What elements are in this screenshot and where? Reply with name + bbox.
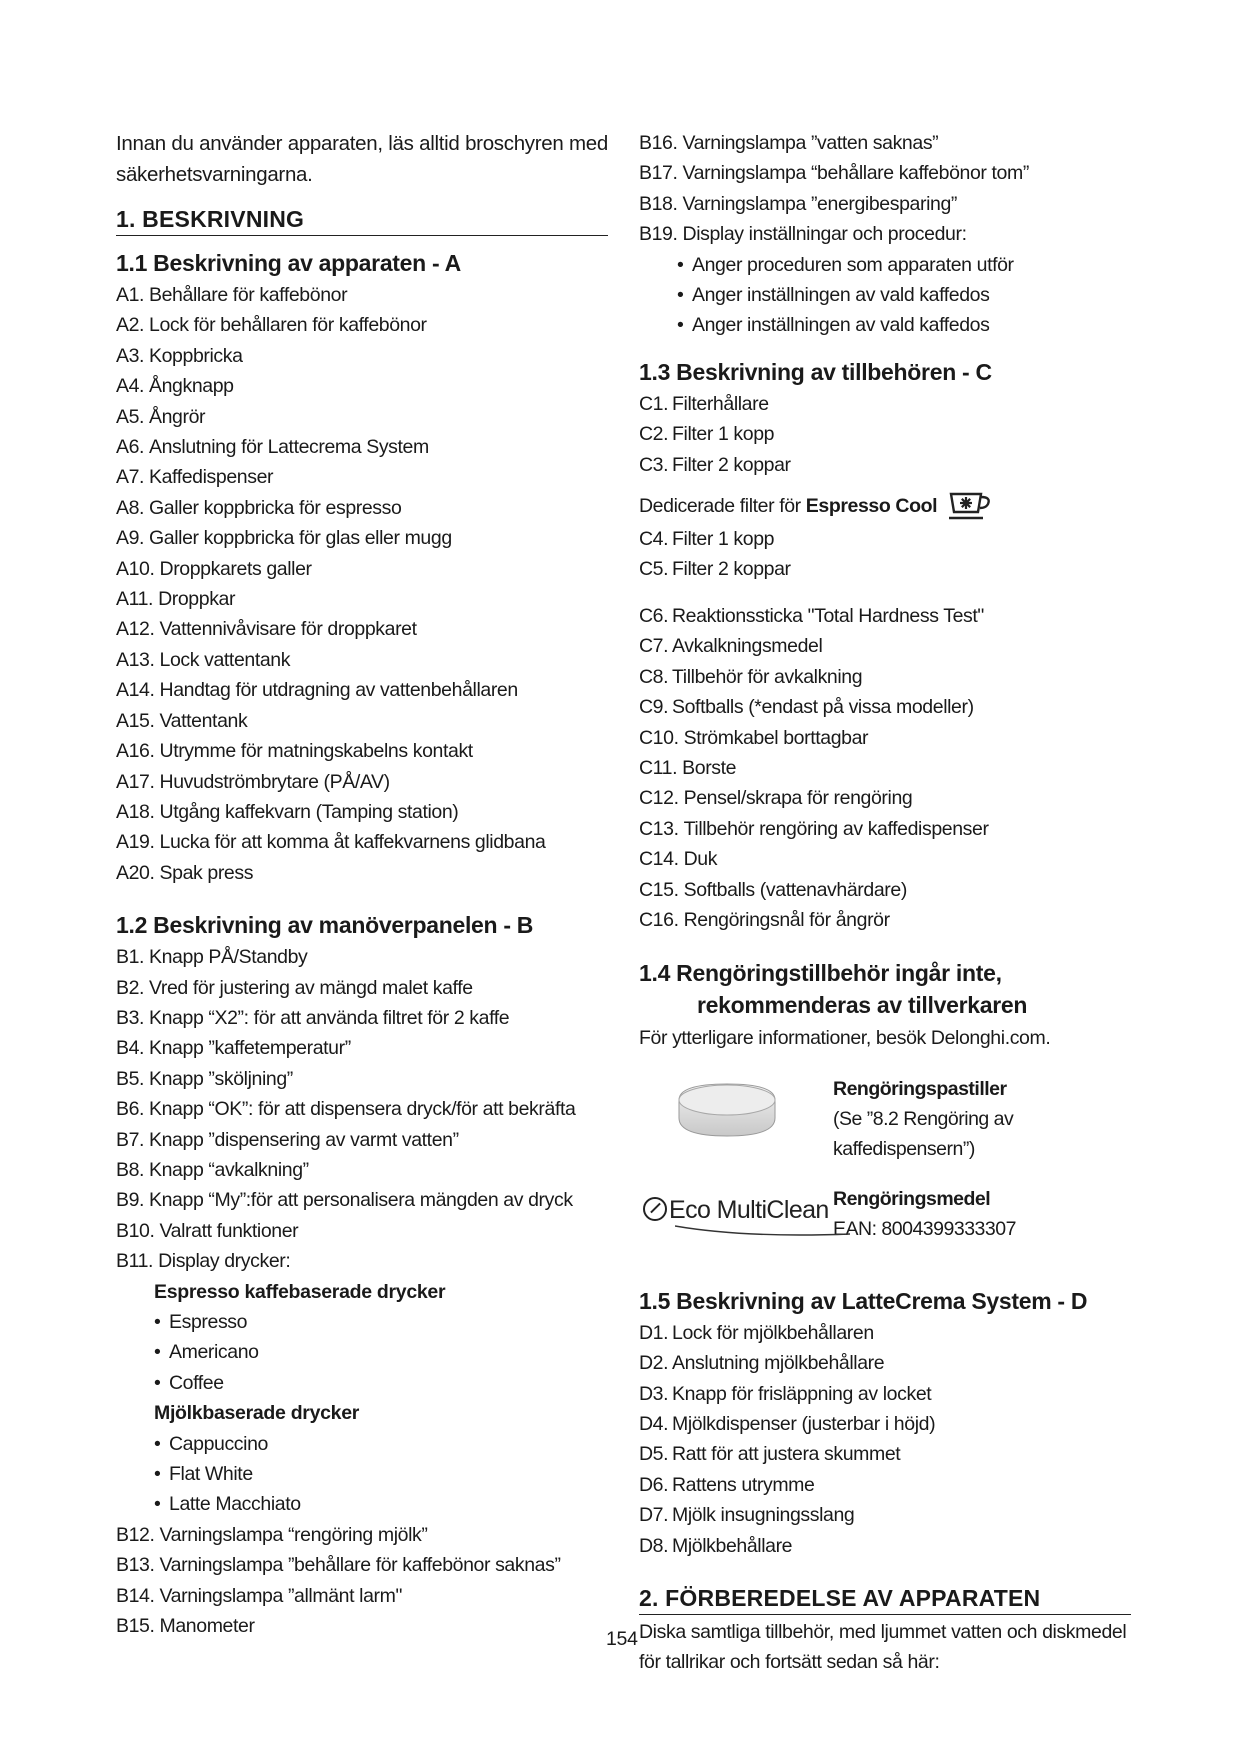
item-text: Varningslampa “behållare kaffebönor tom”: [682, 162, 1029, 185]
item-code: A12.: [116, 618, 155, 641]
list-item: [639, 601, 1131, 631]
item-code: A2.: [116, 314, 145, 337]
list-b-continued-right: [639, 128, 1131, 250]
list-item: [116, 1064, 608, 1094]
item-code: C2.: [639, 423, 669, 446]
list-item: [116, 614, 608, 644]
list-item: [116, 1216, 608, 1246]
list-item: [116, 584, 608, 614]
item-code: C9.: [639, 696, 669, 719]
list-item: [116, 973, 608, 1003]
list-c-continued: [639, 601, 1131, 935]
list-item: [116, 1185, 608, 1215]
item-code: B16.: [639, 132, 678, 154]
espresso-cool-prefix: Dedicerade filter för: [639, 495, 801, 518]
item-code: A18.: [116, 800, 155, 823]
item-code: A8.: [116, 496, 145, 519]
list-item: [639, 723, 1131, 753]
item-text: Knapp “X2”: för att använda filtret för 2 kaffe: [149, 1006, 510, 1029]
item-text: Filterhållare: [672, 392, 769, 415]
section-1-4-title: [639, 957, 1131, 1021]
bullet-text: Anger inställningen av vald kaffedos: [692, 314, 990, 337]
item-text: Pensel/skrapa för rengöring: [683, 787, 913, 810]
list-item: [116, 554, 608, 584]
cleaning-tablet-image: [639, 1074, 823, 1148]
detergent-ean: EAN: 8004399333307: [833, 1217, 1016, 1240]
item-code: A17.: [116, 770, 155, 793]
item-code: B12.: [116, 1523, 155, 1546]
list-item: [116, 523, 608, 553]
list-item: [639, 450, 1131, 480]
item-code: B11.: [116, 1250, 154, 1273]
item-text: Utrymme för matningskabelns kontakt: [159, 740, 473, 763]
item-text: Varningslampa ”allmänt larm": [159, 1584, 402, 1607]
item-code: B14.: [116, 1584, 155, 1607]
item-text: Knapp PÅ/Standby: [149, 946, 308, 969]
item-text: Behållare för kaffebönor: [149, 284, 348, 306]
list-item: [116, 1094, 608, 1124]
detergent-name: Rengöringsmedel: [833, 1187, 991, 1210]
item-text: Anslutning mjölkbehållare: [672, 1352, 885, 1375]
list-item: [639, 1348, 1131, 1378]
list-item: [639, 905, 1131, 935]
item-text: Manometer: [159, 1615, 255, 1638]
info-text: För ytterligare informationer, besök Delonghi.com.: [639, 1027, 1051, 1050]
milk-drinks-list: [116, 1429, 608, 1520]
list-item: [639, 1439, 1131, 1469]
page-number: 154: [606, 1628, 638, 1650]
item-text: Vattennivåvisare för droppkaret: [159, 618, 417, 641]
item-code: C5.: [639, 558, 669, 581]
item-text: Lucka för att komma åt kaffekvarnens glidbana: [159, 831, 546, 854]
item-text: Filter 1 kopp: [672, 528, 775, 551]
section-1-5-title: 1.5 Beskrivning av LatteCrema System - D: [639, 1287, 1088, 1314]
item-code: D8.: [639, 1534, 669, 1557]
item-text: Koppbricka: [149, 344, 243, 367]
item-code: C1.: [639, 392, 669, 415]
list-item: [116, 645, 608, 675]
item-code: B15.: [116, 1615, 155, 1638]
item-code: B9.: [116, 1189, 145, 1212]
list-item: [116, 341, 608, 371]
item-code: C3.: [639, 453, 669, 476]
list-item: [116, 310, 608, 340]
item-text: Varningslampa ”energibesparing”: [682, 192, 957, 215]
list-item: [116, 1520, 608, 1550]
item-code: A10.: [116, 557, 155, 580]
item-code: B6.: [116, 1098, 145, 1121]
list-item: [116, 942, 608, 972]
list-item: [639, 554, 1131, 584]
right-column: [639, 128, 1131, 1678]
item-code: C14.: [639, 848, 679, 871]
bullet-item: [677, 280, 1131, 310]
item-text: Anslutning för Lattecrema System: [149, 436, 429, 459]
espresso-drinks-list: [116, 1307, 608, 1398]
b19-list: [639, 250, 1131, 341]
bullet-item: [154, 1429, 608, 1459]
bullet-text: Anger inställningen av vald kaffedos: [692, 284, 990, 307]
item-text: Filter 2 koppar: [672, 453, 791, 476]
section-1-4-title-line1: 1.4 Rengöringstillbehör ingår inte,: [639, 960, 1002, 987]
list-item: [116, 402, 608, 432]
section-1-title: 1. BESKRIVNING: [116, 206, 608, 236]
item-code: B3.: [116, 1006, 145, 1029]
item-code: C11.: [639, 756, 678, 779]
section-2-title: 2. FÖRBEREDELSE AV APPARATEN: [639, 1585, 1131, 1615]
item-text: Knapp ”kaffetemperatur”: [149, 1037, 351, 1060]
item-code: C13.: [639, 817, 679, 840]
item-text: Rengöringsnål för ångrör: [683, 908, 890, 931]
item-code: A7.: [116, 466, 145, 489]
eco-multiclean-logo: [639, 1184, 829, 1242]
item-code: D3.: [639, 1382, 669, 1405]
list-item: [116, 797, 608, 827]
list-item: [639, 158, 1131, 188]
list-item: [639, 389, 1131, 419]
list-c-cool: [639, 524, 1131, 585]
list-item: [116, 1125, 608, 1155]
bullet-item: [154, 1337, 608, 1367]
list-item: [639, 662, 1131, 692]
left-column: [116, 128, 608, 1641]
bullet-text: Anger proceduren som apparaten utför: [692, 253, 1014, 276]
item-text: Vattentank: [159, 709, 248, 732]
list-item: [639, 1318, 1131, 1348]
item-code: A20.: [116, 861, 155, 884]
item-code: D7.: [639, 1504, 669, 1527]
section-1-1-title: 1.1 Beskrivning av apparaten - A: [116, 250, 461, 276]
list-item: [116, 371, 608, 401]
item-code: B4.: [116, 1037, 145, 1060]
item-text: Valratt funktioner: [159, 1219, 299, 1242]
espresso-cool-line: [639, 488, 1131, 524]
list-item: [639, 1500, 1131, 1530]
item-code: A5.: [116, 405, 145, 428]
item-text: Filter 1 kopp: [672, 423, 775, 446]
list-item: [116, 1033, 608, 1063]
item-text: Mjölk insugningsslang: [672, 1504, 855, 1527]
list-item: [116, 1611, 608, 1641]
item-code: A15.: [116, 709, 155, 732]
item-code: B18.: [639, 192, 678, 215]
list-item: [639, 189, 1131, 219]
list-item: [116, 1550, 608, 1580]
item-text: Galler koppbricka för glas eller mugg: [149, 527, 452, 550]
cleaning-detergent: [639, 1184, 1131, 1244]
item-text: Droppkarets galler: [159, 557, 312, 580]
list-item: [639, 1531, 1131, 1561]
item-text: Borste: [682, 756, 737, 779]
item-code: D1.: [639, 1321, 669, 1344]
eco-logo-text: Eco MultiClean: [669, 1195, 829, 1224]
list-item: [639, 524, 1131, 554]
list-item: [116, 736, 608, 766]
item-code: D5.: [639, 1443, 669, 1466]
item-text: Varningslampa ”behållare för kaffebönor saknas”: [159, 1554, 561, 1577]
list-item: [639, 814, 1131, 844]
item-text: Lock för behållaren för kaffebönor: [149, 314, 427, 337]
item-text: Rattens utrymme: [672, 1473, 815, 1496]
item-code: C6.: [639, 604, 669, 627]
item-text: Varningslampa ”vatten saknas”: [682, 132, 939, 154]
milk-drinks-heading: Mjölkbaserade drycker: [154, 1402, 360, 1425]
item-text: Kaffedispenser: [149, 466, 274, 489]
bullet-item: [154, 1459, 608, 1489]
bullet-item: [677, 310, 1131, 340]
list-item: [116, 1155, 608, 1185]
item-code: A6.: [116, 436, 145, 459]
bullet-item: [154, 1307, 608, 1337]
item-code: C12.: [639, 787, 679, 810]
item-code: A1.: [116, 284, 145, 306]
list-item: [116, 706, 608, 736]
item-text: Ångknapp: [149, 375, 234, 398]
bullet-item: [154, 1489, 608, 1519]
section-1-2-title: 1.2 Beskrivning av manöverpanelen - B: [116, 912, 534, 939]
item-code: D6.: [639, 1473, 669, 1496]
item-code: A14.: [116, 679, 155, 702]
list-c: [639, 389, 1131, 480]
list-d: [639, 1318, 1131, 1561]
item-text: Knapp “avkalkning”: [149, 1158, 309, 1181]
item-text: Lock för mjölkbehållaren: [672, 1321, 874, 1344]
list-item: [116, 493, 608, 523]
item-code: C15.: [639, 878, 679, 901]
list-item: [116, 858, 608, 888]
list-item: [639, 631, 1131, 661]
section-2-text: Diska samtliga tillbehör, med ljummet vatten och diskmedel för tallrikar och fortsätt sedan så här:: [639, 1621, 1127, 1674]
tablets-name: Rengöringspastiller: [833, 1077, 1007, 1100]
item-text: Display inställningar och procedur:: [682, 223, 967, 246]
eco-swoosh-icon: [675, 1224, 850, 1238]
item-text: Mjölkdispenser (justerbar i höjd): [672, 1412, 936, 1435]
espresso-drinks-heading: Espresso kaffebaserade drycker: [154, 1280, 446, 1303]
list-item: [116, 1003, 608, 1033]
item-code: B5.: [116, 1067, 145, 1090]
item-text: Knapp ”sköljning”: [149, 1067, 293, 1090]
item-text: Avkalkningsmedel: [672, 635, 823, 658]
item-text: Lock vattentank: [159, 648, 291, 671]
item-text: Knapp “OK”: för att dispensera dryck/för att bekräfta: [149, 1098, 576, 1121]
intro-text: Innan du använder apparaten, läs alltid broschyren med säkerhetsvarningarna.: [116, 132, 608, 186]
item-text: Utgång kaffekvarn (Tamping station): [159, 800, 459, 823]
list-item: [639, 419, 1131, 449]
item-text: Strömkabel borttagbar: [683, 726, 869, 749]
cleaning-tablets: [639, 1074, 1131, 1164]
list-b: [116, 942, 608, 1276]
item-text: Vred för justering av mängd malet kaffe: [149, 976, 473, 999]
list-a: [116, 280, 608, 888]
bullet-text: Coffee: [169, 1371, 224, 1394]
list-item: [639, 753, 1131, 783]
espresso-cool-icon: [947, 488, 993, 524]
list-item: [116, 675, 608, 705]
item-text: Tillbehör rengöring av kaffedispenser: [683, 817, 989, 840]
item-code: C7.: [639, 635, 669, 658]
list-item: [639, 692, 1131, 722]
list-item: [639, 1379, 1131, 1409]
item-text: Ratt för att justera skummet: [672, 1443, 901, 1466]
item-code: B7.: [116, 1128, 145, 1151]
list-item: [639, 844, 1131, 874]
item-code: B8.: [116, 1158, 145, 1181]
bullet-text: Espresso: [169, 1311, 248, 1333]
list-item: [116, 767, 608, 797]
item-text: Softballs (vattenavhärdare): [683, 878, 907, 901]
item-code: B13.: [116, 1554, 155, 1577]
item-code: A19.: [116, 831, 155, 854]
item-text: Softballs (*endast på vissa modeller): [672, 696, 974, 719]
item-code: B17.: [639, 162, 678, 185]
section-1-4-title-line2: rekommenderas av tillverkaren: [697, 992, 1028, 1019]
bullet-item: [154, 1368, 608, 1398]
item-text: Huvudströmbrytare (PÅ/AV): [159, 770, 390, 793]
item-code: D4.: [639, 1412, 669, 1435]
section-1-3-title: 1.3 Beskrivning av tillbehören - C: [639, 358, 992, 385]
item-text: Handtag för utdragning av vattenbehållaren: [159, 679, 518, 702]
item-text: Filter 2 koppar: [672, 558, 791, 581]
item-text: Knapp för frisläppning av locket: [672, 1382, 932, 1405]
item-text: Knapp ”dispensering av varmt vatten”: [149, 1128, 459, 1151]
item-code: A9.: [116, 527, 145, 550]
item-code: D2.: [639, 1352, 669, 1375]
item-code: C10.: [639, 726, 679, 749]
list-item: [639, 875, 1131, 905]
item-text: Display drycker:: [158, 1250, 291, 1273]
item-code: A13.: [116, 648, 155, 671]
list-item: [116, 827, 608, 857]
list-item: [639, 783, 1131, 813]
list-b-continued: [116, 1520, 608, 1642]
item-code: A3.: [116, 344, 145, 367]
item-code: B1.: [116, 946, 145, 969]
bullet-text: Americano: [169, 1341, 259, 1364]
item-text: Droppkar: [158, 588, 236, 611]
list-item: [116, 1581, 608, 1611]
list-item: [639, 219, 1131, 249]
item-code: C16.: [639, 908, 679, 931]
list-item: [116, 1246, 608, 1276]
list-item: [116, 280, 608, 310]
item-text: Knapp “My”:för att personalisera mängden av dryck: [149, 1189, 573, 1212]
item-text: Galler koppbricka för espresso: [149, 496, 402, 519]
item-text: Mjölkbehållare: [672, 1534, 793, 1557]
item-code: B10.: [116, 1219, 155, 1242]
item-text: Varningslampa “rengöring mjölk”: [159, 1523, 428, 1546]
list-item: [116, 432, 608, 462]
list-item: [116, 462, 608, 492]
item-text: Tillbehör för avkalkning: [672, 665, 863, 688]
item-code: C8.: [639, 665, 669, 688]
list-item: [639, 1409, 1131, 1439]
item-code: A11.: [116, 588, 154, 611]
bullet-text: Latte Macchiato: [169, 1493, 301, 1516]
bullet-item: [677, 250, 1131, 280]
item-code: A16.: [116, 740, 155, 763]
item-text: Spak press: [159, 861, 254, 884]
item-code: C4.: [639, 528, 669, 551]
bullet-text: Flat White: [169, 1463, 253, 1486]
bullet-text: Cappuccino: [169, 1432, 268, 1455]
item-code: B19.: [639, 223, 678, 246]
espresso-cool-label: Espresso Cool: [805, 495, 938, 518]
item-code: B2.: [116, 976, 145, 999]
item-text: Duk: [683, 848, 718, 871]
list-item: [639, 128, 1131, 158]
list-item: [639, 1470, 1131, 1500]
item-text: Ångrör: [149, 405, 206, 428]
tablets-note: (Se ”8.2 Rengöring av kaffedispensern”): [833, 1107, 1014, 1160]
item-text: Reaktionssticka "Total Hardness Test": [672, 604, 984, 627]
item-code: A4.: [116, 375, 145, 398]
